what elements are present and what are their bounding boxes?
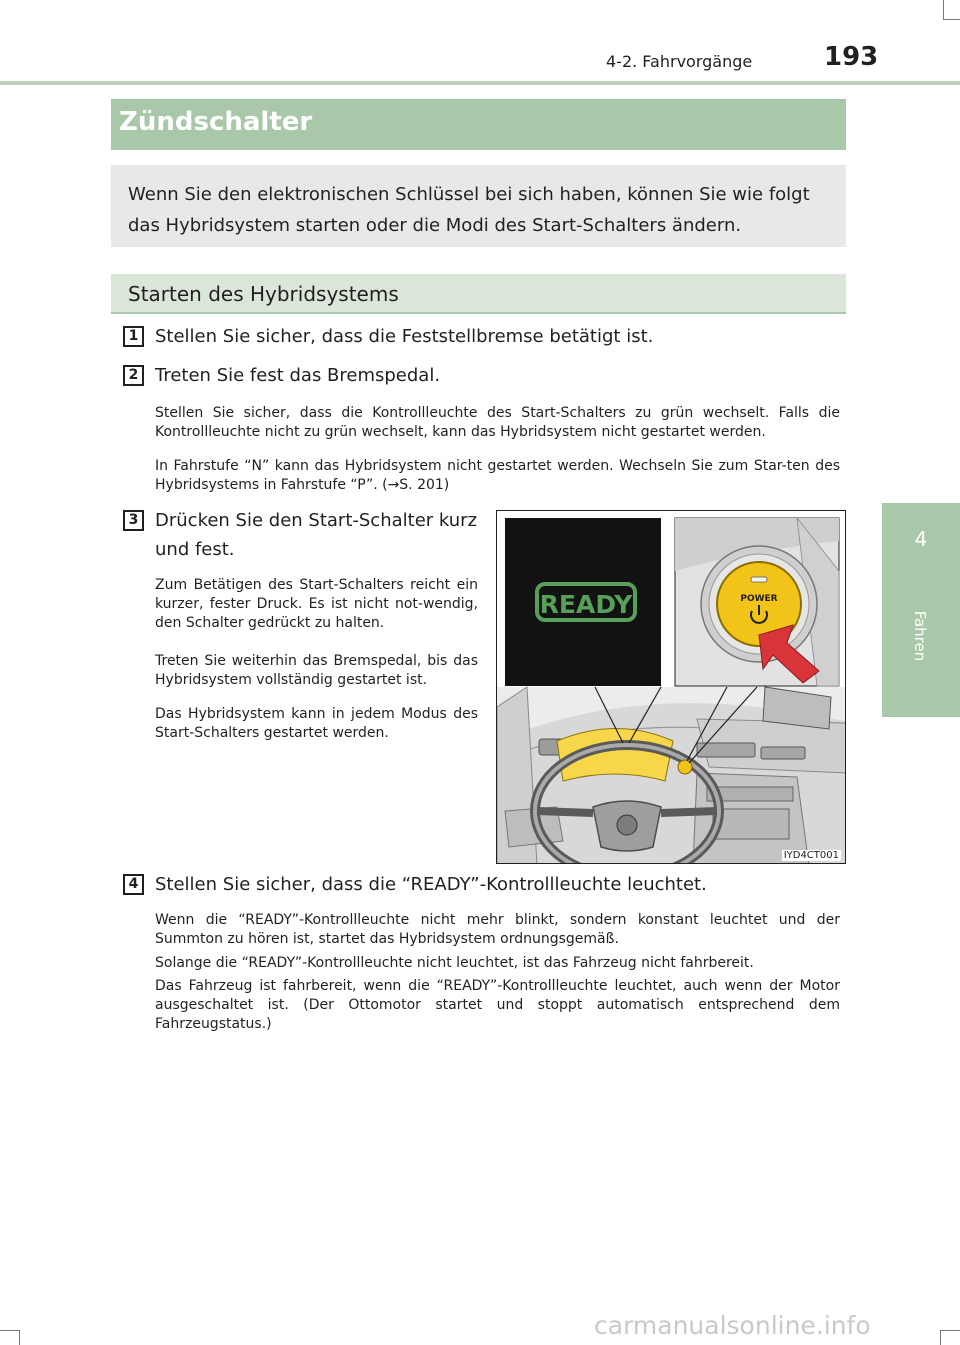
chapter-label: Fahren [911,610,929,662]
intro-box [111,165,846,247]
step-3-note-3: Das Hybridsystem kann in jedem Modus des Start-Schalters gestartet werden. [155,706,478,741]
chapter-number: 4 [914,527,928,551]
header-rule [0,81,960,85]
step-4-text: Stellen Sie sicher, dass die “READY”-Kontrollleuchte leuchtet. [155,874,707,895]
step-number-1: 1 [123,326,144,347]
crop-mark [940,1330,960,1331]
step-1-text: Stellen Sie sicher, dass die Feststellbremse betätigt ist. [155,326,654,347]
step-number-2: 2 [123,365,144,386]
step-2-note-2: In Fahrstufe “N” kann das Hybridsystem nicht gestartet werden. Wechseln Sie zum Star-ten des Hybridsystems in Fahrstufe “P”. (→S. 201) [155,458,840,493]
crop-mark [943,0,944,20]
step-4-note-2: Solange die “READY”-Kontrollleuchte nicht leuchtet, ist das Fahrzeug nicht fahrbereit. [155,955,754,971]
ready-indicator-label: READY [539,590,633,619]
dashboard-illustration [497,511,846,864]
crop-mark [940,1330,941,1345]
step-2-note-1: Stellen Sie sicher, dass die Kontrollleuchte des Start-Schalters zu grün wechselt. Falls die Kontrollleuchte nicht zu grün wechselt, kann das Hybridsystem nicht gestartet werden. [155,405,840,440]
step-number-3: 3 [123,510,144,531]
step-3-text-line-2: und fest. [155,539,235,560]
intro-line-1: Wenn Sie den elektronischen Schlüssel bei sich haben, können Sie wie folgt [128,184,810,205]
section-header: 4-2. Fahrvorgänge [606,52,753,71]
power-button-label: POWER [740,594,778,604]
step-3-note-2: Treten Sie weiterhin das Bremspedal, bis das Hybridsystem vollständig gestartet ist. [155,653,478,688]
subsection-title: Starten des Hybridsystems [128,282,399,306]
crop-mark [19,1330,20,1345]
crop-mark [944,19,960,20]
step-number-4: 4 [123,874,144,895]
figure-code: IYD4CT001 [783,850,839,861]
intro-line-2: das Hybridsystem starten oder die Modi des Start-Schalters ändern. [128,215,742,236]
subsection-bar [111,274,846,314]
crop-mark [0,1330,20,1331]
chapter-tab [882,503,960,717]
page-number: 193 [824,42,879,72]
page-title: Zündschalter [119,107,313,137]
watermark: carmanualsonline.info [594,1311,871,1340]
figure-power-switch [496,510,846,864]
step-4-note-3: Das Fahrzeug ist fahrbereit, wenn die “READY”-Kontrollleuchte leuchtet, auch wenn der Motor ausgeschaltet ist. (Der Ottomotor startet und stoppt automatisch entsprechend dem Fahrzeugstatus.) [155,978,840,1032]
step-3-text-line-1: Drücken Sie den Start-Schalter kurz [155,510,478,531]
page-title-bar [111,99,846,150]
step-2-text: Treten Sie fest das Bremspedal. [155,365,441,386]
step-4-note-1: Wenn die “READY”-Kontrollleuchte nicht mehr blinkt, sondern konstant leuchtet und der Summton zu hören ist, startet das Hybridsystem ordnungsgemäß. [155,912,840,947]
chapter-label-wrap [900,601,940,671]
step-3-note-1: Zum Betätigen des Start-Schalters reicht ein kurzer, fester Druck. Es ist nicht not-wendig, den Schalter gedrückt zu halten. [155,577,478,631]
